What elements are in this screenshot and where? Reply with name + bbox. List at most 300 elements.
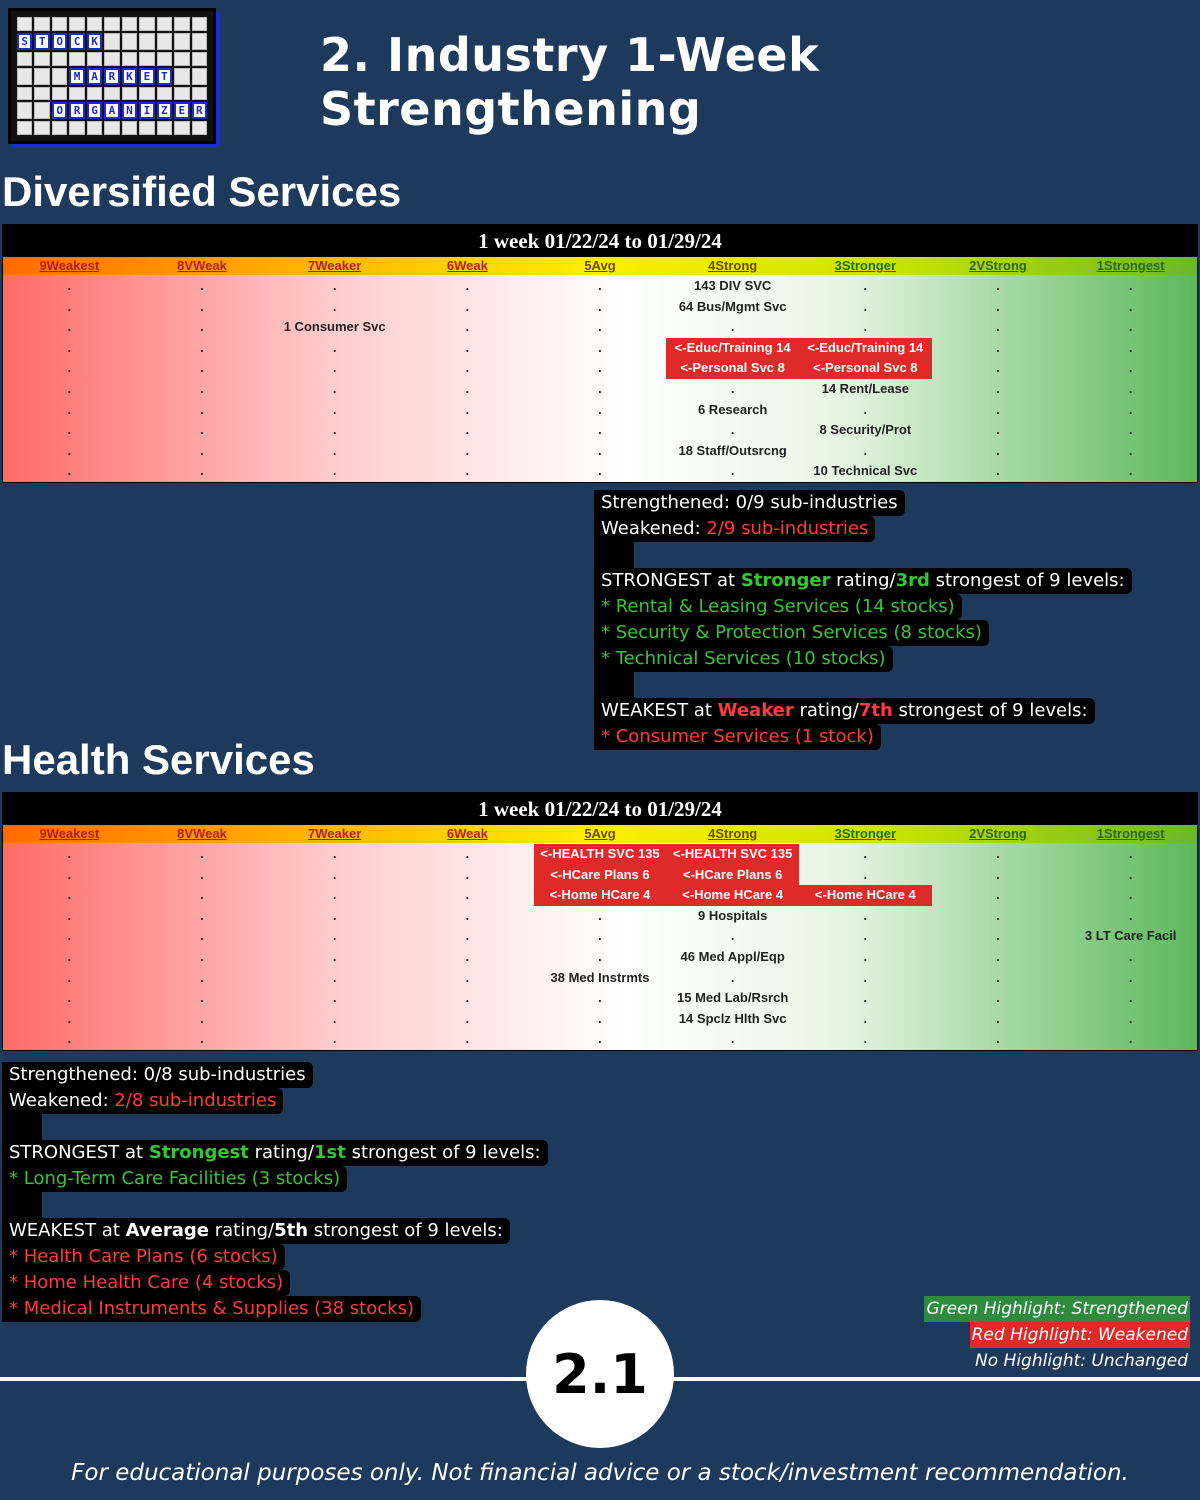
strongest-suffix: strongest of 9 levels: (345, 1142, 541, 1163)
logo-cell (174, 68, 189, 85)
grid-placeholder: . (67, 339, 72, 355)
sub-industry-entry: 143 DIV SVC (694, 278, 772, 293)
grid-placeholder: . (465, 866, 470, 882)
logo-cell: R (192, 102, 207, 119)
weakest-rank: 5th (274, 1220, 309, 1241)
grid-placeholder: . (996, 969, 1000, 985)
grid-placeholder: . (863, 278, 868, 293)
grid-placeholder: . (598, 360, 602, 376)
logo-cell (104, 33, 119, 50)
strongest-rating: Stronger (740, 570, 831, 591)
rating-column-header: 4Strong (708, 826, 758, 841)
grid-placeholder: . (863, 907, 868, 923)
rating-header (3, 257, 1197, 275)
grid-placeholder: . (996, 278, 1000, 293)
grid-placeholder: . (598, 319, 602, 335)
grid-placeholder: . (863, 846, 868, 861)
rating-column-header: 3Stronger (834, 826, 897, 841)
grid-placeholder: . (200, 463, 204, 479)
grid-placeholder: . (465, 463, 470, 479)
chart-date-range: 1 week 01/22/24 to 01/29/24 (3, 793, 1197, 825)
logo-cell: C (69, 33, 84, 50)
grid-placeholder: . (1128, 278, 1133, 293)
logo-cell: T (34, 33, 49, 50)
weakest-item: * Medical Instruments & Supplies (38 stocks) (9, 1298, 414, 1319)
grid-placeholder: . (1128, 969, 1133, 985)
logo-cell (34, 87, 49, 101)
grid-placeholder: . (67, 887, 72, 903)
chart-health-services (2, 792, 1198, 1051)
logo-cell (122, 121, 137, 135)
grid-placeholder: . (200, 1031, 204, 1047)
weakest-line (594, 698, 1095, 724)
grid-placeholder: . (996, 948, 1000, 964)
grid-placeholder: . (200, 1010, 204, 1026)
grid-placeholder: . (200, 990, 204, 1006)
weakest-mid: rating/ (793, 700, 859, 721)
grid-placeholder: . (200, 442, 204, 458)
strengthened-line (2, 1062, 313, 1088)
grid-placeholder: . (67, 969, 72, 985)
grid-placeholder: . (598, 298, 602, 314)
weakest-item: * Home Health Care (4 stocks) (9, 1272, 284, 1293)
logo-cell (52, 52, 67, 66)
sub-industry-entry: <-Personal Svc 8 (799, 358, 932, 379)
grid-placeholder: . (67, 442, 72, 458)
logo-cell (192, 52, 207, 66)
logo-cell (69, 87, 84, 101)
grid-placeholder: . (1128, 298, 1133, 314)
chart-date-range: 1 week 01/22/24 to 01/29/24 (3, 225, 1197, 257)
weakest-mid: rating/ (208, 1220, 275, 1241)
strongest-prefix: STRONGEST at (601, 570, 741, 591)
strongest-rating: Strongest (148, 1142, 249, 1163)
logo-cell (157, 17, 172, 31)
grid-placeholder: . (67, 866, 72, 882)
grid-placeholder: . (332, 846, 337, 861)
strongest-item: * Rental & Leasing Services (14 stocks) (601, 596, 955, 617)
sub-industry-entry: 14 Rent/Lease (821, 380, 910, 396)
grid-placeholder: . (1128, 442, 1133, 458)
legend-unchanged: No Highlight: Unchanged (975, 1351, 1188, 1371)
grid-placeholder: . (996, 866, 1000, 882)
grid-placeholder: . (1128, 319, 1133, 335)
grid-placeholder: . (200, 422, 204, 438)
grid-placeholder: . (863, 1010, 868, 1026)
grid-placeholder: . (465, 380, 470, 396)
page-number-badge: 2.1 (526, 1300, 674, 1448)
grid-placeholder: . (465, 928, 470, 944)
strengthened-value: 0/8 sub-industries (143, 1064, 306, 1085)
logo-cell (52, 121, 67, 135)
grid-placeholder: . (996, 887, 1000, 903)
grid-placeholder: . (996, 319, 1000, 335)
grid-placeholder: . (1128, 846, 1133, 861)
strongest-item-line (2, 1166, 347, 1192)
sub-industry-entry: <-HCare Plans 6 (534, 865, 667, 886)
grid-placeholder: . (67, 380, 72, 396)
disclaimer-footer: For educational purposes only. Not financial advice or a stock/investment recommendation. (71, 1460, 1129, 1486)
grid-placeholder: . (200, 928, 204, 944)
grid-placeholder: . (730, 928, 735, 944)
grid-placeholder: . (332, 887, 337, 903)
grid-placeholder: . (200, 969, 204, 985)
grid-placeholder: . (598, 1031, 602, 1047)
section-title-diversified-services: Diversified Services (2, 168, 402, 215)
sub-industry-entry: <-Educ/Training 14 (799, 338, 932, 359)
grid-placeholder: . (200, 339, 204, 355)
strengthened-line (594, 490, 905, 516)
grid-placeholder: . (67, 948, 72, 964)
sub-industry-entry: 46 Med Appl/Eqp (680, 948, 785, 964)
grid-placeholder: . (332, 401, 337, 417)
grid-placeholder: . (598, 339, 602, 355)
weakest-suffix: strongest of 9 levels: (892, 700, 1088, 721)
grid-placeholder: . (730, 1031, 735, 1047)
grid-placeholder: . (332, 463, 337, 479)
rating-column-header: 6Weak (446, 258, 488, 273)
logo-cell (104, 121, 119, 135)
grid-placeholder: . (598, 401, 602, 417)
logo-cell (87, 52, 102, 66)
grid-placeholder: . (67, 298, 72, 314)
grid-placeholder: . (996, 990, 1000, 1006)
sub-industry-entry: <-Educ/Training 14 (666, 338, 799, 359)
weakest-item-line (2, 1270, 290, 1296)
logo-cell: E (174, 102, 189, 119)
rating-column-header: 3Stronger (834, 258, 897, 273)
grid-placeholder: . (1128, 866, 1133, 882)
logo-cell (104, 52, 119, 66)
grid-placeholder: . (465, 969, 470, 985)
sub-industry-entry: 3 LT Care Facil (1084, 928, 1177, 944)
grid-placeholder: . (465, 319, 470, 335)
spacer (2, 1114, 42, 1140)
grid-placeholder: . (996, 422, 1000, 438)
weakened-value: 2/9 sub-industries (706, 518, 869, 539)
grid-placeholder: . (67, 278, 72, 293)
grid-placeholder: . (598, 422, 602, 438)
logo-cell (122, 52, 137, 66)
rating-column-header: 9Weakest (39, 258, 100, 273)
grid-placeholder: . (332, 1010, 337, 1026)
weakest-rating: Average (125, 1220, 209, 1241)
grid-placeholder: . (465, 298, 470, 314)
strongest-item-line (594, 646, 893, 672)
logo-cell (34, 68, 49, 85)
grid-placeholder: . (465, 846, 470, 861)
logo-cell: A (104, 102, 119, 119)
grid-placeholder: . (332, 948, 337, 964)
rating-grid (3, 275, 1197, 482)
weakest-item: * Consumer Services (1 stock) (601, 726, 874, 747)
grid-placeholder: . (332, 339, 337, 355)
logo-cell (192, 17, 207, 31)
logo-cell (17, 17, 32, 31)
logo-cell: O (52, 102, 67, 119)
sub-industry-entry: 14 Spclz Hlth Svc (678, 1010, 787, 1026)
grid-placeholder: . (996, 928, 1000, 944)
grid-placeholder: . (465, 990, 470, 1006)
legend-strengthened: Green Highlight: Strengthened (924, 1296, 1190, 1322)
logo-cell: R (69, 102, 84, 119)
logo-cell (34, 52, 49, 66)
grid-placeholder: . (996, 907, 1000, 923)
grid-placeholder: . (465, 907, 470, 923)
strongest-mid: rating/ (830, 570, 896, 591)
logo-cell: E (139, 68, 154, 85)
grid-placeholder: . (67, 846, 72, 861)
logo-cell (52, 68, 67, 85)
rating-column-header: 6Weak (446, 826, 488, 841)
strengthened-label: Strengthened: (9, 1064, 144, 1085)
weakest-rank: 7th (858, 700, 893, 721)
grid-placeholder: . (863, 928, 868, 944)
highlight-legend (924, 1296, 1190, 1374)
grid-placeholder: . (200, 401, 204, 417)
grid-placeholder: . (465, 278, 470, 293)
rating-column-header: 1Strongest (1096, 258, 1165, 273)
grid-placeholder: . (67, 463, 72, 479)
grid-placeholder: . (332, 298, 337, 314)
grid-placeholder: . (730, 422, 735, 438)
logo-cell (17, 87, 32, 101)
sub-industry-entry: <-Personal Svc 8 (666, 358, 799, 379)
grid-placeholder: . (67, 1010, 72, 1026)
sub-industry-entry: 38 Med Instrmts (550, 969, 650, 985)
grid-placeholder: . (332, 928, 337, 944)
grid-placeholder: . (200, 278, 204, 293)
rating-column-header: 8VWeak (177, 258, 227, 273)
grid-placeholder: . (863, 298, 868, 314)
grid-placeholder: . (598, 948, 602, 964)
logo-cell (69, 121, 84, 135)
rating-column-header: 5Avg (584, 258, 616, 273)
logo-cell (174, 87, 189, 101)
grid-placeholder: . (863, 1031, 868, 1047)
grid-placeholder: . (332, 422, 337, 438)
weakest-item-line (594, 724, 881, 750)
grid-placeholder: . (332, 866, 337, 882)
rating-header (3, 825, 1197, 843)
grid-placeholder: . (332, 278, 337, 293)
logo-cell (122, 87, 137, 101)
logo-cell: M (69, 68, 84, 85)
grid-placeholder: . (332, 442, 337, 458)
sub-industry-entry: 18 Staff/Outsrcng (678, 442, 787, 458)
logo-cell (104, 87, 119, 101)
logo-cell: K (87, 33, 102, 50)
logo-cell (17, 52, 32, 66)
logo-cell (52, 17, 67, 31)
grid-placeholder: . (200, 866, 204, 882)
logo-cell (192, 87, 207, 101)
strongest-prefix: STRONGEST at (9, 1142, 149, 1163)
logo-cell (69, 17, 84, 31)
strengthened-label: Strengthened: (601, 492, 736, 513)
grid-placeholder: . (598, 907, 602, 923)
weakest-item-line (2, 1244, 285, 1270)
weakened-label: Weakened: (9, 1090, 115, 1111)
summary-diversified-services (594, 490, 1132, 750)
grid-placeholder: . (598, 463, 602, 479)
sub-industry-entry: <-HEALTH SVC 135 (534, 844, 667, 865)
grid-placeholder: . (730, 969, 735, 985)
spacer (2, 1192, 42, 1218)
logo-cell (192, 68, 207, 85)
weakest-item: * Health Care Plans (6 stocks) (9, 1246, 278, 1267)
grid-placeholder: . (730, 463, 735, 479)
grid-placeholder: . (598, 1010, 602, 1026)
grid-placeholder: . (730, 319, 735, 335)
grid-placeholder: . (598, 380, 602, 396)
grid-placeholder: . (996, 380, 1000, 396)
logo-cell (174, 52, 189, 66)
grid-placeholder: . (332, 1031, 337, 1047)
weakened-label: Weakened: (601, 518, 707, 539)
strongest-suffix: strongest of 9 levels: (929, 570, 1125, 591)
grid-placeholder: . (996, 1031, 1000, 1047)
sub-industry-entry: <-Home HCare 4 (666, 885, 799, 906)
grid-placeholder: . (67, 928, 72, 944)
sub-industry-entry: 10 Technical Svc (813, 463, 918, 479)
grid-placeholder: . (996, 442, 1000, 458)
grid-placeholder: . (598, 442, 602, 458)
grid-placeholder: . (598, 278, 602, 293)
strongest-item: * Technical Services (10 stocks) (601, 648, 886, 669)
grid-placeholder: . (67, 319, 72, 335)
grid-placeholder: . (1128, 463, 1133, 479)
sub-industry-entry: <-Home HCare 4 (534, 885, 667, 906)
grid-placeholder: . (863, 969, 868, 985)
weakest-prefix: WEAKEST at (9, 1220, 126, 1241)
grid-placeholder: . (200, 360, 204, 376)
grid-placeholder: . (863, 948, 868, 964)
logo-cell (174, 33, 189, 50)
logo-cell: Z (157, 102, 172, 119)
weakened-line (594, 516, 875, 542)
rating-column-header: 7Weaker (308, 258, 362, 273)
grid-placeholder: . (863, 319, 868, 335)
logo-cell (87, 87, 102, 101)
weakest-suffix: strongest of 9 levels: (308, 1220, 503, 1241)
strongest-mid: rating/ (248, 1142, 314, 1163)
grid-placeholder: . (1128, 1010, 1133, 1026)
logo-cell (157, 121, 172, 135)
sub-industry-entry: 6 Research (697, 401, 768, 417)
logo-cell: I (139, 102, 154, 119)
grid-placeholder: . (67, 1031, 72, 1047)
grid-placeholder: . (200, 380, 204, 396)
grid-placeholder: . (598, 990, 602, 1006)
logo-cell (157, 52, 172, 66)
grid-placeholder: . (1128, 1031, 1133, 1047)
strongest-item-line (594, 620, 989, 646)
logo-cell (139, 52, 154, 66)
logo-cell: R (104, 68, 119, 85)
logo-cell (87, 17, 102, 31)
logo-cell (157, 87, 172, 101)
sub-industry-entry: 1 Consumer Svc (283, 319, 386, 335)
logo-cell (34, 121, 49, 135)
stock-market-organizer-logo (8, 8, 216, 144)
grid-placeholder: . (465, 442, 470, 458)
grid-placeholder: . (67, 422, 72, 438)
grid-placeholder: . (996, 463, 1000, 479)
logo-cell (17, 102, 32, 119)
grid-placeholder: . (465, 1031, 470, 1047)
logo-cell (192, 33, 207, 50)
grid-placeholder: . (332, 907, 337, 923)
logo-cell (122, 17, 137, 31)
logo-cell (87, 121, 102, 135)
strongest-rank: 3rd (895, 570, 930, 591)
grid-placeholder: . (1128, 339, 1133, 355)
grid-placeholder: . (996, 339, 1000, 355)
sub-industry-entry: <-HCare Plans 6 (666, 865, 799, 886)
grid-placeholder: . (465, 401, 470, 417)
logo-cell: G (87, 102, 102, 119)
grid-placeholder: . (332, 360, 337, 376)
sub-industry-entry: 8 Security/Prot (819, 422, 912, 438)
sub-industry-entry: 64 Bus/Mgmt Svc (678, 298, 787, 314)
grid-placeholder: . (996, 846, 1000, 861)
grid-placeholder: . (332, 380, 337, 396)
grid-placeholder: . (200, 907, 204, 923)
rating-column-header: 9Weakest (39, 826, 100, 841)
summary-health-services (2, 1062, 548, 1322)
logo-cell: S (17, 33, 32, 50)
grid-placeholder: . (1128, 360, 1133, 376)
grid-placeholder: . (1128, 990, 1133, 1006)
strengthened-value: 0/9 sub-industries (735, 492, 898, 513)
rating-column-header: 2VStrong (969, 258, 1027, 273)
logo-cell (174, 17, 189, 31)
sub-industry-entry: 9 Hospitals (697, 907, 768, 923)
grid-placeholder: . (1128, 380, 1133, 396)
logo-cell (17, 68, 32, 85)
grid-placeholder: . (996, 1010, 1000, 1026)
weakest-line (2, 1218, 510, 1244)
strongest-item: * Security & Protection Services (8 stocks) (601, 622, 982, 643)
grid-placeholder: . (1128, 887, 1133, 903)
grid-placeholder: . (200, 887, 204, 903)
grid-placeholder: . (465, 887, 470, 903)
legend-weakened: Red Highlight: Weakened (970, 1322, 1190, 1348)
strongest-rank: 1st (314, 1142, 346, 1163)
logo-cell (174, 121, 189, 135)
rating-column-header: 5Avg (584, 826, 616, 841)
grid-placeholder: . (67, 990, 72, 1006)
weakest-rating: Weaker (717, 700, 794, 721)
strongest-line (594, 568, 1132, 594)
grid-placeholder: . (67, 401, 72, 417)
chart-diversified-services (2, 224, 1198, 483)
weakest-prefix: WEAKEST at (601, 700, 718, 721)
grid-placeholder: . (996, 401, 1000, 417)
logo-cell (104, 17, 119, 31)
spacer (594, 542, 634, 568)
grid-placeholder: . (465, 948, 470, 964)
logo-cell (139, 121, 154, 135)
grid-placeholder: . (465, 339, 470, 355)
grid-placeholder: . (1128, 907, 1133, 923)
grid-placeholder: . (465, 360, 470, 376)
grid-placeholder: . (996, 298, 1000, 314)
page-title: 2. Industry 1-Week Strengthening (320, 28, 820, 136)
grid-placeholder: . (863, 990, 868, 1006)
grid-placeholder: . (863, 401, 868, 417)
